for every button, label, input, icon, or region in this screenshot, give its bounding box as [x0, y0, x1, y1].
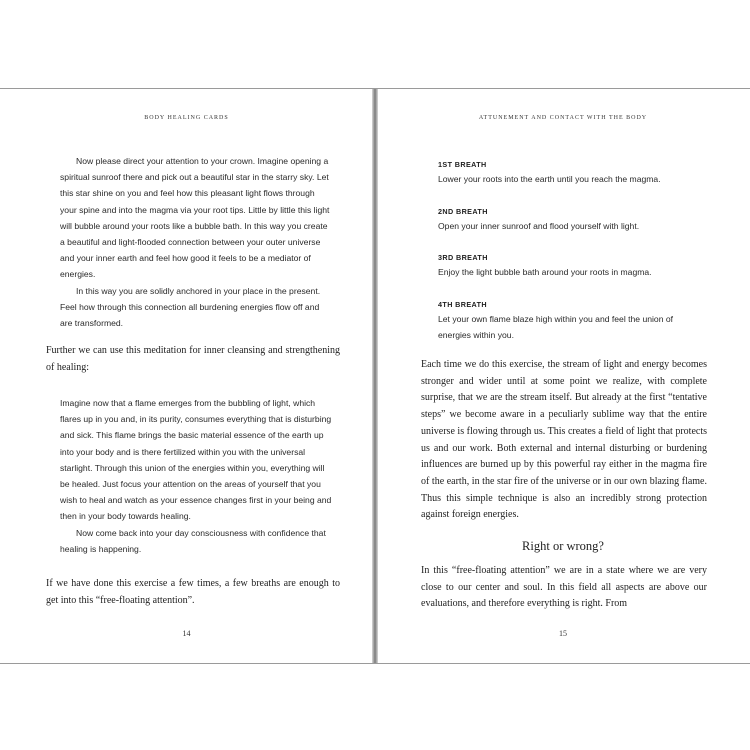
paragraph: In this way you are solidly anchored in your place in the present. Feel how through this connection all burdening energies flow off and are transformed. — [60, 285, 321, 329]
meditation-blockquote-1 — [60, 153, 330, 331]
paragraph: Now please direct your attention to your crown. Imagine opening a spiritual sunroof there and pick out a beautiful star in the starry sky. Let this star shine on you and feel how this pleasant light flows through your spine and into the magma via your root tips. Little by little this light will bubble around your roots like a bubble bath. In this way you create a beautiful and light-flooded connection between your outer universe and your inner earth and feel how good it feels to be a mediator of energies. — [60, 156, 330, 280]
book-spread — [0, 88, 750, 664]
breath-text: Let your own flame blaze high within you and feel the union of energies within you. — [438, 314, 674, 341]
breath-step-3 — [438, 252, 708, 280]
body-paragraph: In this “free-floating attention” we are in a state where we are very close to our center and soul. In this field all aspects are above our evaluations, and therefore everything is right. From — [421, 565, 707, 610]
book-gutter — [372, 89, 378, 663]
breath-text: Open your inner sunroof and flood yourself with light. — [438, 221, 640, 231]
page-number-left: 14 — [182, 629, 191, 638]
breath-step-4 — [438, 299, 708, 343]
breath-title: 3RD BREATH — [438, 253, 488, 262]
right-page — [375, 89, 750, 663]
breath-step-1 — [438, 159, 708, 187]
running-head-right: ATTUNEMENT AND CONTACT WITH THE BODY — [478, 115, 648, 121]
meditation-blockquote-2 — [60, 395, 336, 557]
breath-text: Enjoy the light bubble bath around your roots in magma. — [438, 267, 652, 277]
breath-title: 1ST BREATH — [438, 160, 487, 169]
breath-title: 4TH BREATH — [438, 300, 487, 309]
body-paragraph: Further we can use this meditation for inner cleansing and strengthening of healing: — [46, 345, 340, 373]
section-heading: Right or wrong? — [522, 539, 604, 553]
breath-step-2 — [438, 206, 708, 234]
breath-title: 2ND BREATH — [438, 207, 488, 216]
body-paragraph: If we have done this exercise a few times, a few breaths are enough to get into this “free-floating attention”. — [46, 578, 340, 606]
left-page — [0, 89, 374, 663]
body-paragraph: Each time we do this exercise, the stream of light and energy becomes stronger and wider until at some point we realize, with complete surprise, that we are the stream itself. But already at the first “tentative steps” we become aware in a peculiarly sublime way that the entire universe is flowing through us. This creates a field of light that protects us and our work. Both external and internal disturbing or burdening influences are burned up by this powerful ray either in the magma fire of the earth, in the star fire of the universe or in our own blazing flame. Thus this simple technique is also an incredibly strong protection against foreign energies. — [421, 359, 707, 521]
paragraph: Now come back into your day consciousness with confidence that healing is happening. — [60, 527, 326, 554]
page-number-right: 15 — [559, 629, 567, 638]
breath-text: Lower your roots into the earth until you reach the magma. — [438, 174, 661, 184]
paragraph: Imagine now that a flame emerges from the bubbling of light, which flares up in you and, in its purity, consumes everything that is disturbing and sick. This flame brings the basic material essence of the earth up into your body and is there fertilized within you with the universal starlight. Through this union of the energies within you, everything will be healed. Just focus your attention on the areas of yourself that you wish to heal and watch as your essence changes first in your being and then in your body towards healing. — [60, 398, 332, 522]
running-head-left: BODY HEALING CARDS — [144, 115, 229, 121]
